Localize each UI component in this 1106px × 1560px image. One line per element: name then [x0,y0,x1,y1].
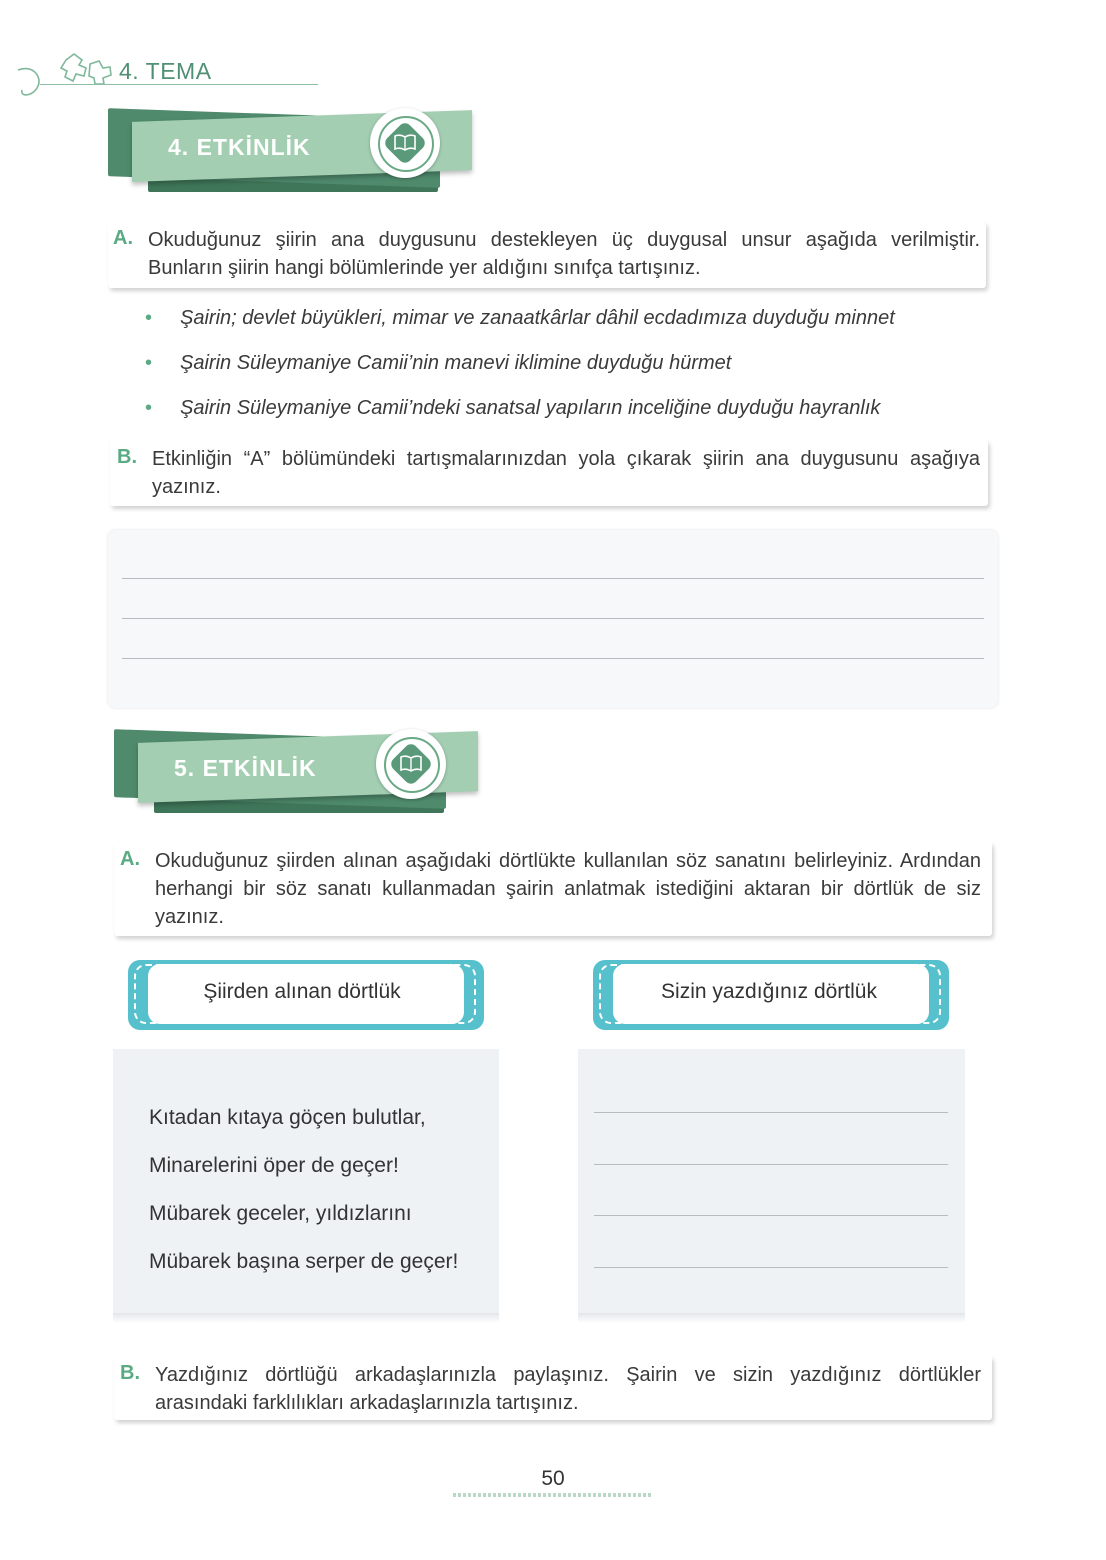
activity4-banner [108,108,488,198]
answer-line [122,578,984,579]
book-icon [400,755,422,772]
poem-quatrain-panel [113,1049,499,1313]
bullet-marker: • [145,397,153,419]
your-quatrain-label [593,960,949,1030]
activity5-partA-box [114,842,992,936]
poem-quatrain-label-text: Şiirden alınan dörtlük [203,980,401,1003]
activity4-partA-letter: A. [113,227,133,249]
verse-line-1: Kıtadan kıtaya göçen bulutlar, [149,1106,426,1129]
answer-line [594,1112,948,1113]
activity5-book-badge [376,729,446,799]
your-quatrain-panel[interactable] [578,1049,965,1313]
activity5-partB-box [114,1356,992,1420]
activity5-partB-letter: B. [120,1362,140,1384]
activity4-partB-letter: B. [117,446,137,468]
activity5-partA-text: Okuduğunuz şiirden alınan aşağıdaki dörtlükte kullanılan söz sanatını belirleyiniz. Ardından herhangi bir söz sanatı kullanmadan şairin anlatmak istediğini aktaran bir dörtlük de siz yazınız. [155,850,981,928]
activity5-title: 5. ETKİNLİK [174,755,317,781]
answer-line [594,1267,948,1268]
activity5-partA-letter: A. [120,848,140,870]
bullet-text-3: Şairin Süleymaniye Camii’ndeki sanatsal yapıların inceliğine duyduğu hayranlık [180,397,881,419]
page-number-underline [453,1493,651,1497]
activity4-partA-box [108,222,986,288]
activity5-partB-text: Yazdığınız dörtlüğü arkadaşlarınızla paylaşınız. Şairin ve sizin yazdığınız dörtlükler arasındaki farklılıkları arkadaşlarınızla tartışınız. [155,1364,981,1414]
activity4-partB-text: Etkinliğin “A” bölümündeki tartışmalarınızdan yola çıkarak şiirin ana duygusunu aşağıya yazınız. [152,448,980,498]
theme-title: 4. TEMA [119,58,212,84]
answer-line [122,618,984,619]
verse-line-3: Mübarek geceler, yıldızlarını [149,1202,412,1225]
bullet-marker: • [145,307,153,329]
answer-line [594,1164,948,1165]
puzzle-logo-icon [8,44,120,100]
bullet-marker: • [145,352,153,374]
bullet-text-1: Şairin; devlet büyükleri, mimar ve zanaatkârlar dâhil ecdadımıza duyduğu minnet [180,307,895,329]
poem-quatrain-label [128,960,484,1030]
answer-line [594,1215,948,1216]
activity4-partA-text: Okuduğunuz şiirin ana duygusunu destekleyen üç duygusal unsur aşağıda verilmiştir. Bunların şiirin hangi bölümlerinde yer aldığını sınıfça tartışınız. [148,229,980,279]
activity4-book-badge [370,108,440,178]
book-icon [394,134,416,151]
your-quatrain-label-text: Sizin yazdığınız dörtlük [661,980,877,1003]
activity5-banner [114,729,494,819]
activity4-title: 4. ETKİNLİK [168,134,311,160]
page-number: 50 [541,1467,565,1490]
answer-line [122,658,984,659]
verse-line-2: Minarelerini öper de geçer! [149,1154,399,1177]
verse-line-4: Mübarek başına serper de geçer! [149,1250,459,1273]
activity4-partB-box [110,440,988,506]
activity4-answer-area[interactable] [108,530,998,708]
bullet-text-2: Şairin Süleymaniye Camii’nin manevi iklimine duyduğu hürmet [180,352,732,374]
